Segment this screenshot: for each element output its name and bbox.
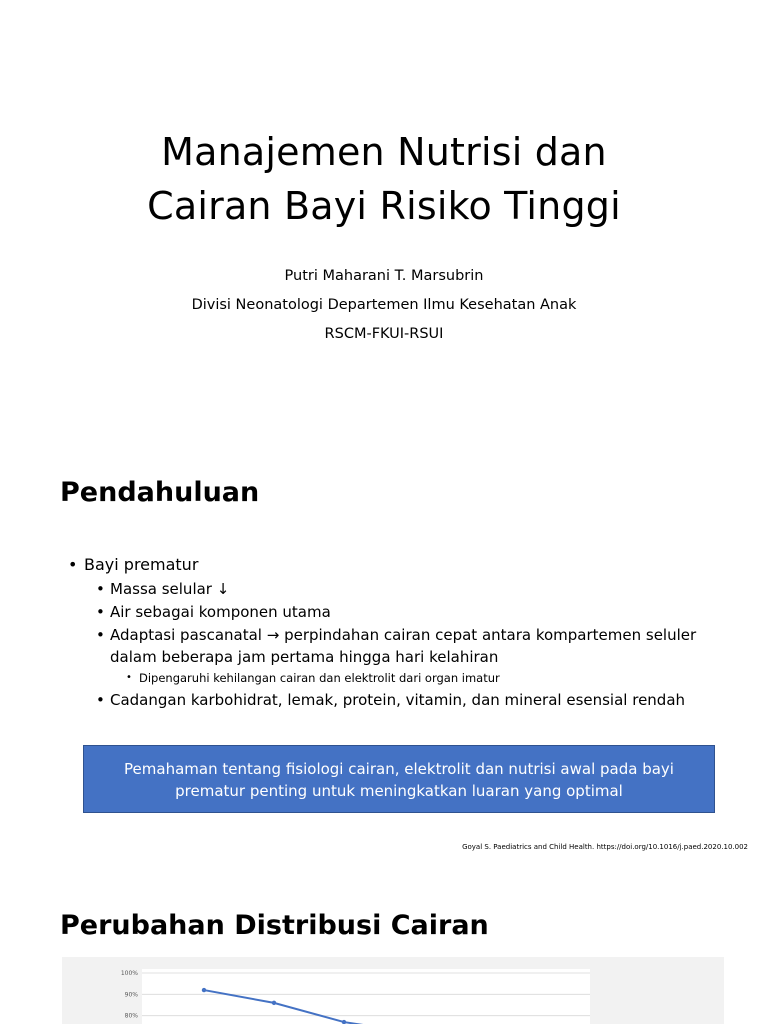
bullet-glyph: •	[126, 672, 132, 683]
y-tick-label: 80%	[124, 1012, 138, 1020]
bullet-glyph: •	[96, 580, 105, 598]
title-line-1: Manajemen Nutrisi dan	[161, 130, 607, 175]
bullet-glyph: •	[96, 603, 105, 621]
sub-bullet-text: Cadangan karbohidrat, lemak, protein, vitamin, dan mineral esensial rendah	[110, 691, 686, 709]
y-tick-label: 100%	[120, 970, 138, 977]
callout-line-1: Pemahaman tentang fisiologi cairan, elektrolit dan nutrisi awal pada bayi	[124, 760, 674, 778]
data-point	[202, 988, 206, 992]
author-institution: RSCM-FKUI-RSUI	[324, 326, 444, 342]
sub-sub-bullet-item	[66, 668, 746, 688]
bullet-glyph: •	[96, 691, 105, 709]
presentation-title	[0, 125, 768, 233]
data-point	[272, 1001, 276, 1005]
bullet-list	[66, 554, 746, 711]
line-chart	[62, 957, 724, 1024]
sub-bullet-item	[66, 601, 746, 623]
bullet-glyph: •	[96, 626, 105, 644]
title-slide	[0, 0, 768, 432]
sub-bullet-text: Massa selular ↓	[110, 580, 230, 598]
callout-line-2: prematur penting untuk meningkatkan luaran yang optimal	[175, 782, 623, 800]
sub-bullet-item	[66, 578, 746, 600]
sub-bullet-text: Adaptasi pascanatal → perpindahan cairan cepat antara kompartemen seluler dalam beberapa jam pertama hingga hari kelahiran	[110, 626, 697, 666]
sub-bullet-text: Air sebagai komponen utama	[110, 603, 331, 621]
author-name: Putri Maharani T. Marsubrin	[284, 268, 484, 284]
author-division: Divisi Neonatologi Departemen Ilmu Kesehatan Anak	[191, 297, 577, 313]
title-line-2: Cairan Bayi Risiko Tinggi	[147, 184, 621, 229]
reference-citation: Goyal S. Paediatrics and Child Health. https://doi.org/10.1016/j.paed.2020.10.002	[462, 843, 748, 851]
slide-title: Perubahan Distribusi Cairan	[60, 910, 489, 941]
sub-sub-bullet-text: Dipengaruhi kehilangan cairan dan elektrolit dari organ imatur	[139, 671, 500, 685]
key-message-box	[83, 745, 715, 813]
sub-bullet-item	[66, 689, 746, 711]
y-tick-label: 90%	[124, 991, 138, 999]
bullet-item	[66, 554, 746, 576]
sub-bullet-item	[66, 624, 746, 668]
bullet-glyph: •	[68, 555, 78, 574]
chart-area	[62, 957, 724, 1024]
slide-title: Pendahuluan	[60, 477, 260, 508]
intro-slide	[0, 436, 768, 868]
bullet-text: Bayi prematur	[84, 555, 199, 574]
fluid-distribution-slide	[0, 872, 768, 1024]
author-block	[0, 262, 768, 349]
